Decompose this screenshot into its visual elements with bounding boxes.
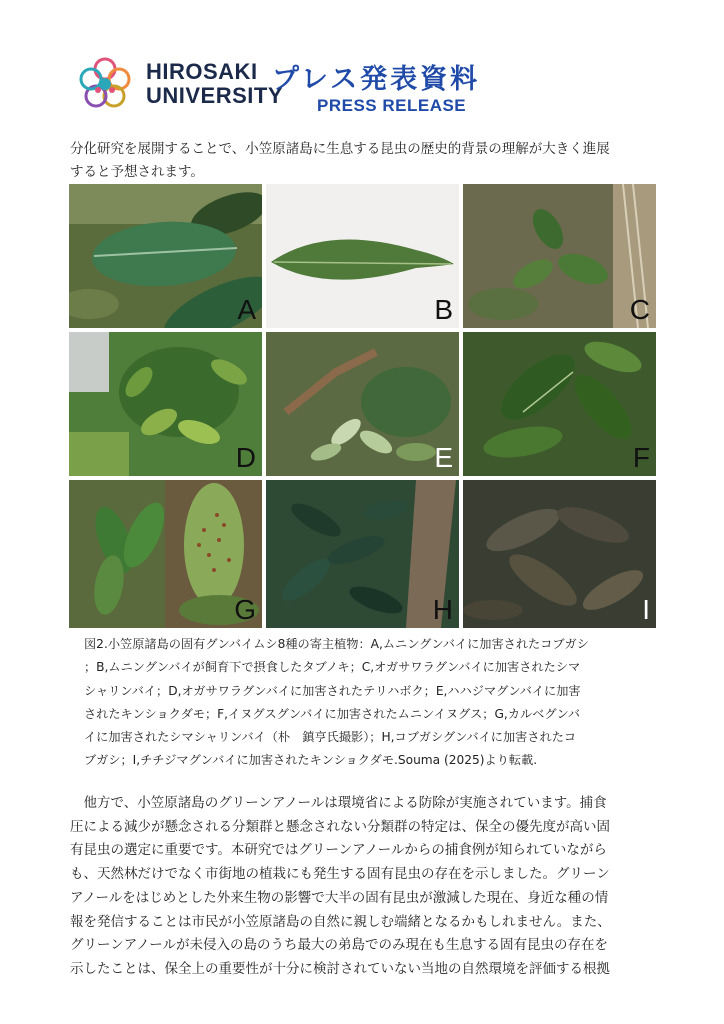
university-name-line1: HIROSAKI — [146, 59, 258, 84]
host-plant-photo-grid — [69, 184, 656, 628]
photo-f — [463, 332, 656, 476]
caption-line: ブガシ；I,チチジマグンバイに加害されたキンショクダモ.Souma (2025)より転載. — [84, 753, 538, 768]
photo-g — [69, 480, 262, 628]
photo-label: G — [234, 594, 256, 625]
press-release-title-jp: プレス発表資料 — [272, 64, 481, 95]
text-line: アノールをはじめとした外来生物の影響で大半の固有昆虫が激減した現在、身近な種の情 — [70, 889, 609, 906]
text-line: 有昆虫の選定に重要です。本研究ではグリーンアノールからの捕食例が知られていながら — [70, 842, 607, 859]
caption-line: ；B,ムニングンバイが飼育下で摂食したタブノキ；C,オガサワラグンバイに加害されたシマ — [84, 660, 581, 675]
body-paragraph — [70, 792, 660, 982]
photo-label: I — [642, 594, 650, 625]
text-line: 他方で、小笠原諸島のグリーンアノールは環境省による防除が実施されています。捕食 — [70, 795, 607, 811]
photo-label: D — [235, 442, 256, 473]
photo-a — [69, 184, 262, 328]
photo-h — [266, 480, 459, 628]
photo-label: E — [434, 442, 453, 473]
text-line: 示したことは、保全上の重要性が十分に検討されていない当地の自然環境を評価する根拠 — [70, 960, 610, 977]
photo-e — [266, 332, 459, 476]
caption-line: シャリンバイ；D,オガサワラグンバイに加害されたテリハボク；E,ハハジマグンバイに加害 — [84, 683, 581, 698]
photo-label: H — [432, 594, 453, 625]
text-line: グリーンアノールが未侵入の島のうち最大の弟島でのみ現在も生息する固有昆虫の存在を — [70, 937, 608, 954]
photo-i — [463, 480, 656, 628]
caption-line: されたキンショクダモ；F,イヌグスグンバイに加害されたムニンイヌグス；G,カルベグンバ — [84, 706, 581, 721]
text-line: 分化研究を展開することで、小笠原諸島に生息する昆虫の歴史的背景の理解が大きく進展 — [70, 141, 610, 157]
university-name — [146, 60, 283, 108]
text-line: すると予想されます。 — [70, 164, 204, 180]
text-line: 報を発信することは市民が小笠原諸島の自然に親しむ端緒となるかもしれません。また、 — [70, 913, 611, 930]
intro-paragraph — [70, 138, 660, 184]
figure-caption — [84, 633, 664, 773]
photo-label: F — [632, 442, 650, 473]
text-line: 圧による減少が懸念される分類群と懸念されない分類群の特定は、保全の優先度が高い固 — [70, 818, 610, 835]
photo-label: A — [237, 294, 256, 325]
photo-label: C — [629, 294, 650, 325]
photo-b — [266, 184, 459, 328]
caption-line: 図2.小笠原諸島の固有グンバイムシ8種の寄主植物：A,ムニングンバイに加害されたコブガシ — [84, 637, 589, 651]
university-logo — [78, 57, 132, 111]
photo-d — [69, 332, 262, 476]
caption-line: イに加害されたシマシャリンバイ（朴 鎮亨氏撮影）；H,コブガシグンバイに加害されたコ — [84, 730, 577, 745]
university-name-line2: UNIVERSITY — [146, 83, 284, 108]
photo-c — [463, 184, 656, 328]
photo-label: B — [434, 294, 453, 325]
press-release-title-en: PRESS RELEASE — [317, 96, 467, 115]
text-line: も、天然林だけでなく市街地の植栽にも発生する固有昆虫の存在を示しました。グリーン — [70, 866, 610, 883]
